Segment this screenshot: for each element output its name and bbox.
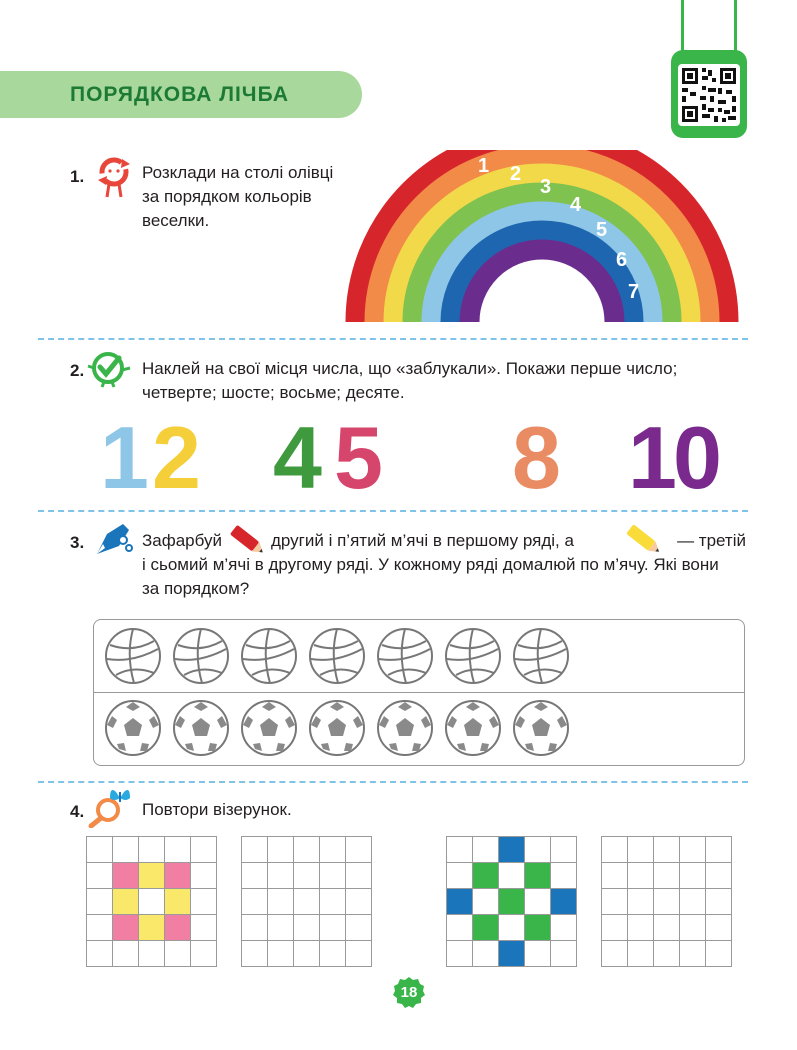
grid-cell — [87, 863, 113, 889]
grid-cell — [706, 863, 732, 889]
task2-line: четверте; шосте; восьме; десяте. — [142, 383, 405, 402]
grid-cell — [473, 837, 499, 863]
grid-cell — [602, 889, 628, 915]
grid-cell — [654, 863, 680, 889]
grid-cell — [499, 941, 525, 967]
grid-cell — [139, 941, 165, 967]
grid-cell — [294, 915, 320, 941]
grid-cell — [602, 837, 628, 863]
rainbow-band — [470, 250, 615, 322]
rainbow-number: 7 — [628, 281, 640, 303]
volleyball-row — [104, 627, 584, 687]
grid-cell — [602, 915, 628, 941]
task2-line: Наклей на свої місця числа, що «заблукали». Покажи перше число; — [142, 359, 678, 378]
grid-cell — [191, 837, 217, 863]
grid-cell — [113, 837, 139, 863]
grid-cell — [473, 941, 499, 967]
task-number-3: 3. — [70, 533, 85, 552]
volleyball[interactable] — [512, 627, 570, 685]
grid-cell — [191, 941, 217, 967]
grid-cell — [447, 889, 473, 915]
grid-cell — [139, 837, 165, 863]
grid-cell — [268, 889, 294, 915]
grid-cell — [346, 863, 372, 889]
page-number-badge — [392, 976, 426, 1010]
football[interactable] — [308, 699, 366, 757]
grid-cell — [680, 863, 706, 889]
grid-cell — [346, 941, 372, 967]
football[interactable] — [444, 699, 502, 757]
grid-cell — [113, 889, 139, 915]
football[interactable] — [104, 699, 162, 757]
grid-cell — [654, 915, 680, 941]
qr-code-tag[interactable] — [671, 50, 747, 138]
grid-cell — [525, 837, 551, 863]
task3-text: Зафарбуй — [142, 531, 222, 550]
task3-text: другий і п’ятий м’ячі в першому ряді, а — [271, 531, 574, 550]
football-row — [104, 699, 584, 759]
task-number-4: 4. — [70, 802, 85, 821]
grid-cell — [551, 941, 577, 967]
pencil-drawing-icon — [93, 518, 135, 558]
grid-cell — [242, 941, 268, 967]
grid-cell — [165, 941, 191, 967]
grid-cell — [294, 889, 320, 915]
grid-cell — [525, 889, 551, 915]
grid-cell — [165, 889, 191, 915]
grid-cell — [242, 889, 268, 915]
grid-cell — [346, 837, 372, 863]
grid-cell — [191, 889, 217, 915]
grid-cell — [165, 863, 191, 889]
grid-cell — [499, 915, 525, 941]
grid-cell — [706, 915, 732, 941]
grid-cell — [706, 889, 732, 915]
cycle-icon — [94, 156, 134, 200]
grid-cell — [680, 889, 706, 915]
grid-cell — [499, 889, 525, 915]
grid-cell — [320, 863, 346, 889]
grid-cell — [628, 941, 654, 967]
rainbow-number: 2 — [510, 163, 522, 185]
grid-cell — [525, 915, 551, 941]
grid-cell — [346, 889, 372, 915]
grid-cell — [447, 941, 473, 967]
grid-cell — [139, 863, 165, 889]
grid-cell — [139, 915, 165, 941]
grid-cell — [139, 889, 165, 915]
grid-cell — [499, 863, 525, 889]
grid-cell — [680, 915, 706, 941]
grid-cell — [87, 837, 113, 863]
grid-cell — [525, 863, 551, 889]
task1-line: за порядком кольорів — [142, 187, 312, 206]
grid-cell — [551, 863, 577, 889]
balls-panel-divider — [93, 692, 745, 693]
section-divider — [38, 338, 748, 340]
football[interactable] — [512, 699, 570, 757]
task3-line: за порядком? — [142, 579, 250, 598]
volleyball[interactable] — [308, 627, 366, 685]
grid-cell — [654, 941, 680, 967]
pattern-grid-example-2 — [446, 836, 577, 967]
rainbow-picture — [330, 150, 750, 340]
red-pencil-icon — [226, 521, 268, 559]
volleyball[interactable] — [240, 627, 298, 685]
task4-line: Повтори візерунок. — [142, 800, 292, 819]
grid-cell — [294, 837, 320, 863]
grid-cell — [473, 889, 499, 915]
grid-cell — [706, 837, 732, 863]
football[interactable] — [172, 699, 230, 757]
number-stickers-row — [0, 408, 797, 507]
digit-sticker: 1 — [100, 408, 145, 507]
page-number: 18 — [400, 984, 418, 1001]
grid-cell — [87, 889, 113, 915]
grid-cell — [268, 915, 294, 941]
grid-cell — [320, 889, 346, 915]
section-divider — [38, 781, 748, 783]
volleyball[interactable] — [444, 627, 502, 685]
grid-cell — [191, 915, 217, 941]
pattern-grid-blank-1[interactable] — [241, 836, 372, 967]
task1-line: Розклади на столі олівці — [142, 163, 334, 182]
grid-cell — [294, 863, 320, 889]
grid-cell — [242, 837, 268, 863]
rainbow-number: 4 — [570, 194, 582, 216]
grid-cell — [294, 941, 320, 967]
grid-cell — [268, 863, 294, 889]
grid-cell — [628, 889, 654, 915]
grid-cell — [473, 915, 499, 941]
grid-cell — [268, 941, 294, 967]
task1-line: веселки. — [142, 211, 210, 230]
digit-sticker: 2 — [152, 408, 197, 507]
page-title: ПОРЯДКОВА ЛІЧБА — [70, 83, 290, 106]
grid-cell — [242, 863, 268, 889]
grid-cell — [113, 863, 139, 889]
grid-cell — [654, 889, 680, 915]
qr-string-left — [681, 0, 684, 54]
digit-sticker: 5 — [334, 408, 379, 507]
rainbow-number: 5 — [596, 219, 608, 241]
check-icon — [86, 348, 132, 388]
qr-string-right — [734, 0, 737, 54]
grid-cell — [447, 915, 473, 941]
volleyball[interactable] — [172, 627, 230, 685]
yellow-pencil-icon — [622, 521, 666, 559]
grid-cell — [165, 837, 191, 863]
task-number-2: 2. — [70, 361, 85, 380]
digit-sticker: 10 — [628, 408, 718, 507]
grid-cell — [191, 863, 217, 889]
volleyball[interactable] — [376, 627, 434, 685]
grid-cell — [628, 837, 654, 863]
grid-cell — [113, 941, 139, 967]
pattern-grid-example-1 — [86, 836, 217, 967]
grid-cell — [499, 837, 525, 863]
grid-cell — [268, 837, 294, 863]
grid-cell — [628, 863, 654, 889]
digit-sticker: 4 — [273, 408, 318, 507]
grid-cell — [87, 941, 113, 967]
grid-cell — [320, 915, 346, 941]
qr-code-icon — [678, 64, 740, 126]
grid-cell — [320, 941, 346, 967]
task-number-1: 1. — [70, 167, 85, 186]
grid-cell — [525, 941, 551, 967]
grid-cell — [87, 915, 113, 941]
grid-cell — [113, 915, 139, 941]
grid-cell — [346, 915, 372, 941]
grid-cell — [680, 941, 706, 967]
grid-cell — [602, 941, 628, 967]
qr-box — [671, 50, 747, 138]
magnifier-butterfly-icon — [88, 788, 138, 828]
grid-cell — [165, 915, 191, 941]
pattern-grid-blank-2[interactable] — [601, 836, 732, 967]
grid-cell — [242, 915, 268, 941]
task3-text: — третій — [677, 531, 746, 550]
grid-cell — [602, 863, 628, 889]
grid-cell — [680, 837, 706, 863]
grid-cell — [447, 863, 473, 889]
grid-cell — [551, 837, 577, 863]
grid-cell — [551, 915, 577, 941]
grid-cell — [551, 889, 577, 915]
grid-cell — [628, 915, 654, 941]
grid-cell — [320, 837, 346, 863]
grid-cell — [706, 941, 732, 967]
football[interactable] — [376, 699, 434, 757]
volleyball[interactable] — [104, 627, 162, 685]
digit-sticker: 8 — [512, 408, 557, 507]
rainbow-number: 3 — [540, 176, 552, 198]
grid-cell — [447, 837, 473, 863]
grid-cell — [654, 837, 680, 863]
rainbow-number: 1 — [478, 155, 490, 177]
grid-cell — [473, 863, 499, 889]
rainbow-number: 6 — [616, 249, 628, 271]
football[interactable] — [240, 699, 298, 757]
section-divider — [38, 510, 748, 512]
task3-line: і сьомий м’ячі в другому ряді. У кожному ряді домалюй по м’ячу. Які вони — [142, 555, 719, 574]
